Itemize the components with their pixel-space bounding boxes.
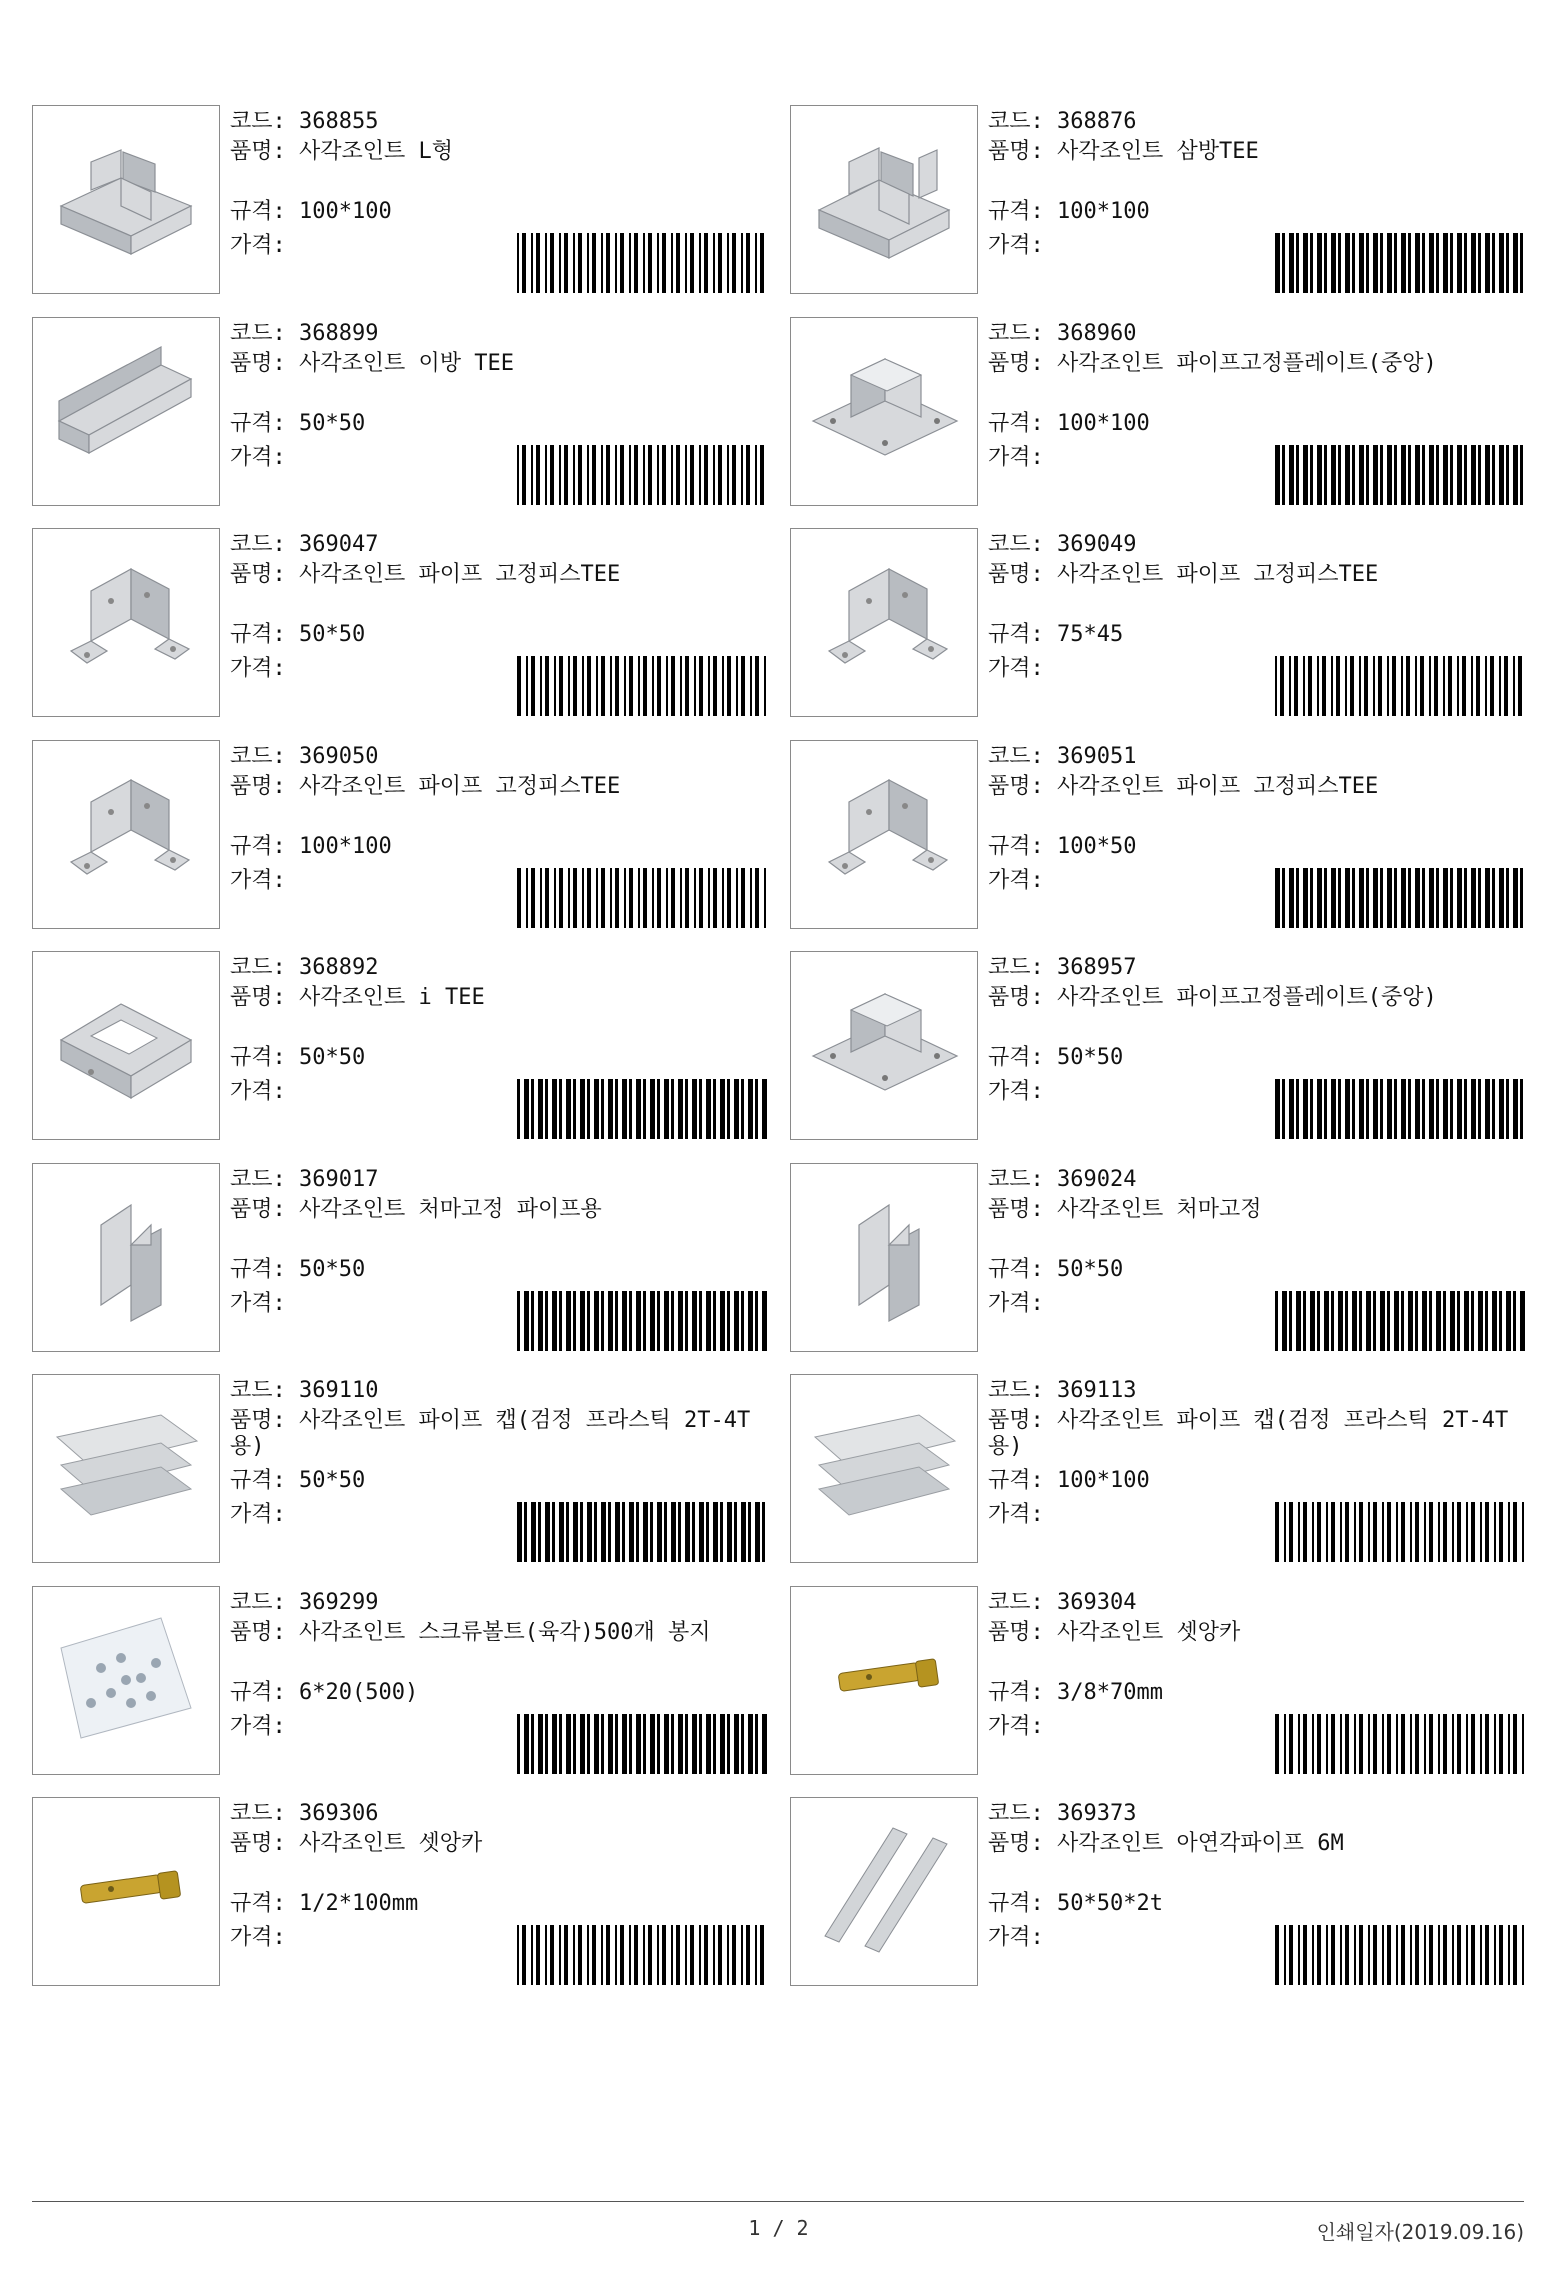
product-spec: 규격: 100*100 (230, 199, 392, 224)
product-price: 가격: (230, 233, 286, 258)
product-code: 코드: 369304 (988, 1589, 1137, 1615)
product-thumbnail (790, 105, 978, 294)
product-card (32, 951, 767, 1144)
product-card (790, 105, 1525, 298)
product-name: 품명: 사각조인트 파이프 고정피스TEE (988, 773, 1379, 799)
product-code: 코드: 369113 (988, 1378, 1137, 1403)
product-name: 품명: 사각조인트 L형 (230, 139, 454, 164)
barcode (1275, 1079, 1525, 1139)
product-code: 코드: 368892 (230, 955, 379, 980)
product-name: 품명: 사각조인트 파이프 고정피스TEE (230, 773, 621, 799)
product-price: 가격: (230, 1713, 286, 1739)
product-price: 가격: (230, 656, 286, 681)
product-name: 품명: 사각조인트 파이프고정플레이트(중앙) (988, 350, 1437, 376)
product-thumbnail (790, 317, 978, 506)
product-code: 코드: 368855 (230, 109, 379, 134)
u-bracket-icon (51, 551, 201, 695)
product-card (790, 1797, 1525, 1990)
print-date: 인쇄일자(2019.09.16) (1316, 2220, 1524, 2244)
barcode (1275, 1714, 1525, 1774)
product-name: 품명: 사각조인트 i TEE (230, 985, 485, 1010)
product-thumbnail (32, 1374, 220, 1563)
product-spec: 규격: 1/2*100mm (230, 1891, 419, 1916)
barcode (517, 1291, 767, 1351)
product-code: 코드: 369049 (988, 532, 1137, 557)
product-card (32, 528, 767, 721)
product-thumbnail (32, 105, 220, 294)
product-spec: 규격: 50*50 (230, 1045, 366, 1070)
product-price: 가격: (988, 1713, 1044, 1739)
product-code: 코드: 369017 (230, 1166, 379, 1192)
product-name: 품명: 사각조인트 파이프 캡(검정 프라스틱 2T-4T용) (988, 1408, 1509, 1459)
product-name: 품명: 사각조인트 삼방TEE (988, 139, 1259, 164)
product-spec: 규격: 100*100 (988, 199, 1150, 224)
barcode (517, 233, 767, 293)
product-card (32, 1163, 767, 1356)
screw-bag-icon (51, 1608, 201, 1752)
product-spec: 규격: 100*100 (230, 833, 392, 859)
barcode (1275, 656, 1525, 716)
product-thumbnail (32, 1163, 220, 1352)
anchor-bolt-icon (809, 1608, 959, 1752)
product-name: 품명: 사각조인트 처마고정 파이프용 (230, 1196, 602, 1222)
product-spec: 규격: 6*20(500) (230, 1679, 419, 1705)
barcode (1275, 1925, 1525, 1985)
product-thumbnail (32, 1586, 220, 1775)
box-bracket-icon (51, 974, 201, 1118)
bracket-cross-icon (51, 128, 201, 272)
product-code: 코드: 368957 (988, 955, 1137, 980)
product-name: 품명: 사각조인트 셋앙카 (988, 1619, 1241, 1645)
product-thumbnail (790, 1586, 978, 1775)
product-code: 코드: 369024 (988, 1166, 1137, 1192)
product-price: 가격: (230, 1290, 286, 1316)
barcode (517, 1079, 767, 1139)
barcode (1275, 233, 1525, 293)
product-spec: 규격: 100*100 (988, 410, 1150, 436)
product-card (32, 1586, 767, 1779)
product-price: 가격: (988, 1290, 1044, 1316)
product-spec: 규격: 50*50 (230, 1468, 366, 1493)
product-code: 코드: 369050 (230, 743, 379, 769)
product-name: 품명: 사각조인트 파이프 캡(검정 프라스틱 2T-4T용) (230, 1408, 751, 1459)
product-card (32, 317, 767, 510)
product-thumbnail (32, 317, 220, 506)
product-thumbnail (32, 528, 220, 717)
product-thumbnail (790, 1797, 978, 1986)
product-price: 가격: (988, 1079, 1044, 1104)
product-spec: 규격: 100*100 (988, 1468, 1150, 1493)
product-thumbnail (32, 1797, 220, 1986)
barcode (1275, 868, 1525, 928)
product-spec: 규격: 50*50 (230, 410, 366, 436)
product-code: 코드: 369110 (230, 1378, 379, 1403)
product-thumbnail (790, 1163, 978, 1352)
barcode (517, 868, 767, 928)
product-name: 품명: 사각조인트 파이프 고정피스TEE (988, 562, 1379, 587)
anchor-bolt-icon (51, 1820, 201, 1964)
product-spec: 규격: 50*50 (988, 1045, 1124, 1070)
product-code: 코드: 369051 (988, 743, 1137, 769)
u-bracket-icon (809, 551, 959, 695)
product-thumbnail (32, 740, 220, 929)
product-thumbnail (790, 1374, 978, 1563)
barcode (1275, 1502, 1525, 1562)
product-card (790, 1586, 1525, 1779)
product-card (790, 740, 1525, 933)
eave-bracket-icon (51, 1185, 201, 1329)
product-price: 가격: (230, 867, 286, 893)
product-price: 가격: (988, 1502, 1044, 1527)
product-card (790, 1163, 1525, 1356)
product-card (790, 1374, 1525, 1567)
product-card (32, 1374, 767, 1567)
product-thumbnail (790, 951, 978, 1140)
product-code: 코드: 368876 (988, 109, 1137, 134)
product-code: 코드: 368960 (988, 320, 1137, 346)
bracket-tee-icon (809, 128, 959, 272)
product-spec: 규격: 50*50 (230, 1256, 366, 1282)
barcode (517, 656, 767, 716)
product-price: 가격: (230, 1502, 286, 1527)
product-name: 품명: 사각조인트 셋앙카 (230, 1831, 483, 1856)
u-bracket-icon (51, 762, 201, 906)
product-name: 품명: 사각조인트 이방 TEE (230, 350, 514, 376)
product-name: 품명: 사각조인트 스크류볼트(육각)500개 봉지 (230, 1619, 711, 1645)
product-thumbnail (32, 951, 220, 1140)
product-code: 코드: 369373 (988, 1801, 1137, 1826)
product-card (32, 740, 767, 933)
product-name: 품명: 사각조인트 처마고정 (988, 1196, 1262, 1222)
page-number: 1 / 2 (748, 2216, 809, 2240)
product-name: 품명: 사각조인트 아연각파이프 6M (988, 1831, 1344, 1856)
product-price: 가격: (988, 1925, 1044, 1950)
barcode (1275, 445, 1525, 505)
product-price: 가격: (988, 233, 1044, 258)
product-spec: 규격: 100*50 (988, 833, 1137, 859)
square-pipe-icon (809, 1820, 959, 1964)
product-code: 코드: 369299 (230, 1589, 379, 1615)
product-code: 코드: 369306 (230, 1801, 379, 1826)
product-card (32, 1797, 767, 1990)
plate-stack-icon (809, 1397, 959, 1541)
barcode (517, 1502, 767, 1562)
channel-icon (51, 339, 201, 483)
product-card (790, 317, 1525, 510)
product-price: 가격: (230, 1079, 286, 1104)
product-price: 가격: (988, 867, 1044, 893)
product-price: 가격: (988, 444, 1044, 470)
product-spec: 규격: 50*50 (230, 622, 366, 647)
product-spec: 규격: 50*50 (988, 1256, 1124, 1282)
product-card (32, 105, 767, 298)
product-code: 코드: 368899 (230, 320, 379, 346)
barcode (1275, 1291, 1525, 1351)
product-card (790, 528, 1525, 721)
eave-bracket-icon (809, 1185, 959, 1329)
plate-stack-icon (51, 1397, 201, 1541)
product-price: 가격: (988, 656, 1044, 681)
product-price: 가격: (230, 444, 286, 470)
barcode (517, 445, 767, 505)
product-name: 품명: 사각조인트 파이프 고정피스TEE (230, 562, 621, 587)
barcode (517, 1714, 767, 1774)
product-spec: 규격: 75*45 (988, 622, 1124, 647)
product-code: 코드: 369047 (230, 532, 379, 557)
u-bracket-icon (809, 762, 959, 906)
product-spec: 규격: 3/8*70mm (988, 1679, 1163, 1705)
base-plate-icon (809, 974, 959, 1118)
barcode (517, 1925, 767, 1985)
base-plate-icon (809, 339, 959, 483)
product-spec: 규격: 50*50*2t (988, 1891, 1163, 1916)
footer-divider (32, 2201, 1524, 2202)
product-price: 가격: (230, 1925, 286, 1950)
product-name: 품명: 사각조인트 파이프고정플레이트(중앙) (988, 985, 1437, 1010)
product-card (790, 951, 1525, 1144)
product-thumbnail (790, 528, 978, 717)
product-thumbnail (790, 740, 978, 929)
